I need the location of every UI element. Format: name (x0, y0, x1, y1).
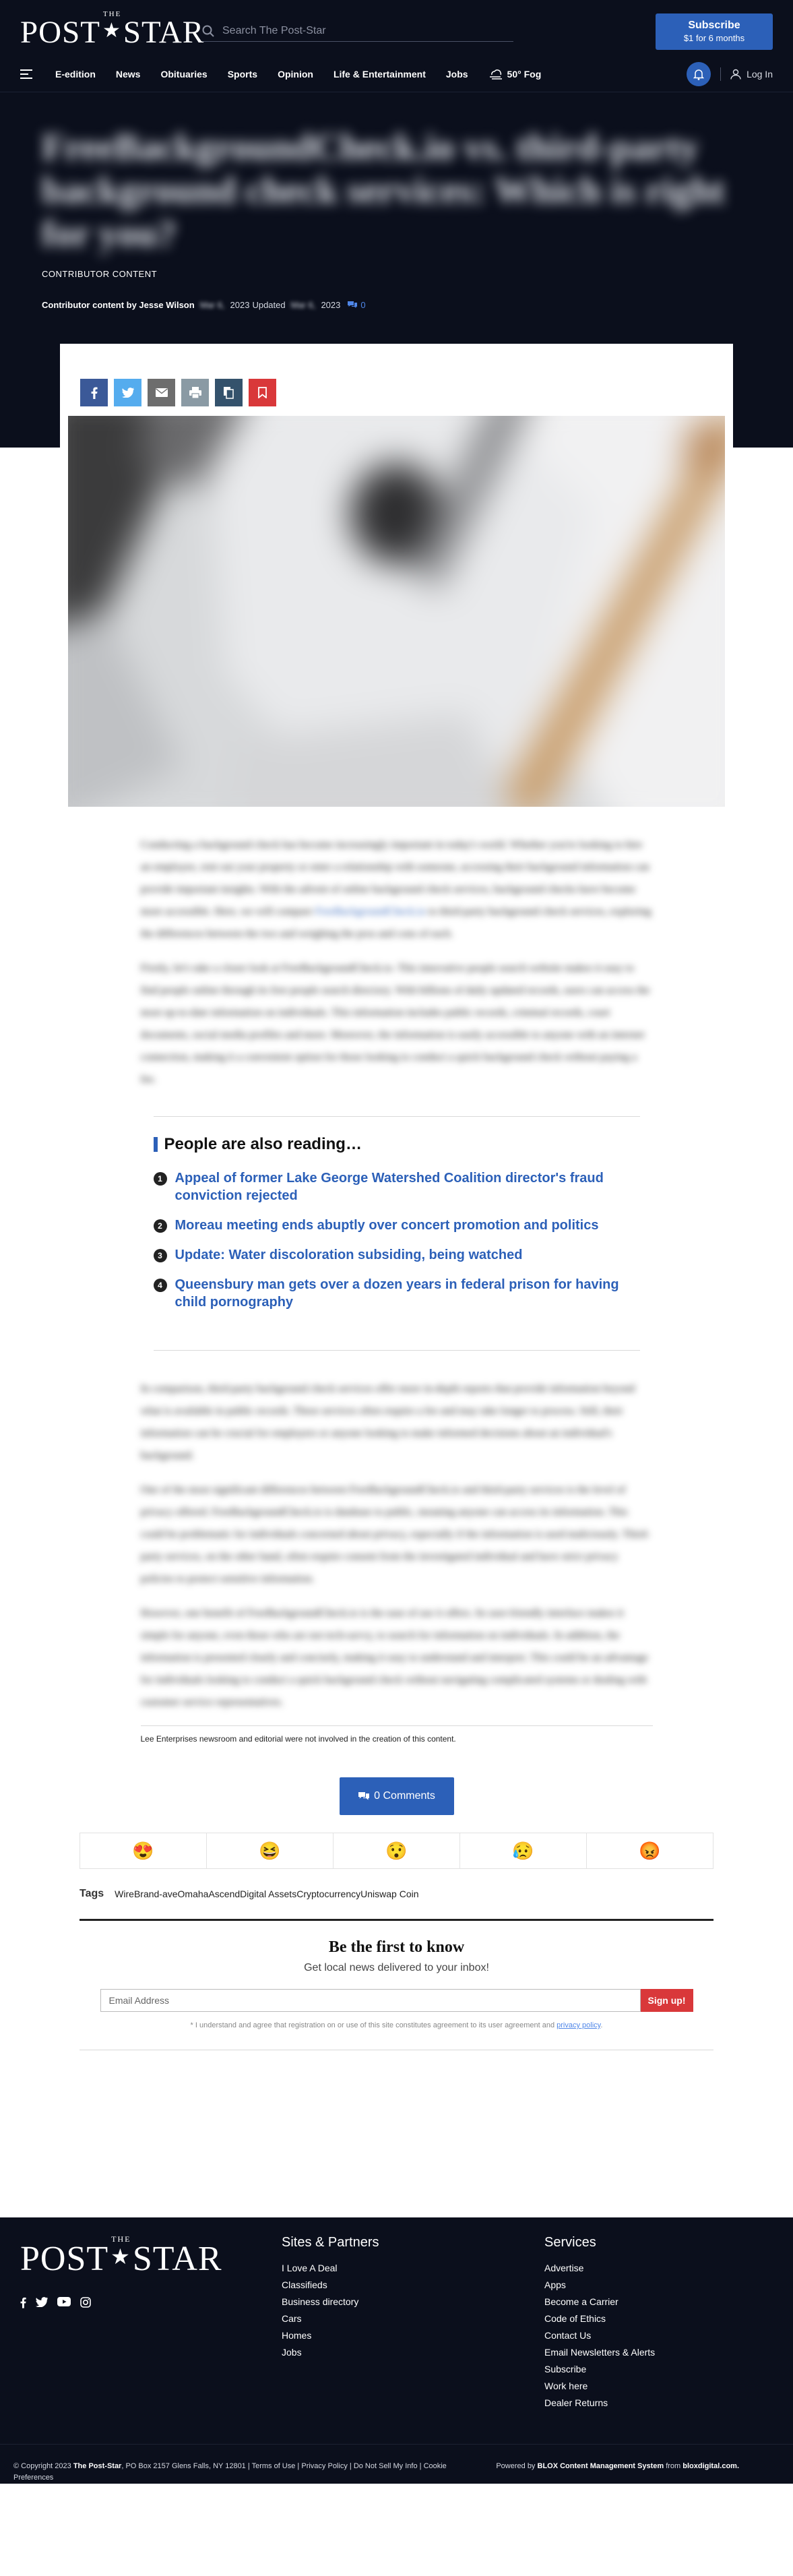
article-paragraph: One of the most significant differences between FreeBackgroundCheck.io and third-party services is the level of privacy offered. FreeBackgroundCheck.io is database to public, meaning anyone can access its information. This could be problematic for individuals concerned about privacy, especially if the information is used maliciously. Third-party services, on the other hand, often require consent from the investigated individual and have strict privacy policies to protect sensitive information. (140, 1484, 650, 1585)
signup-button[interactable]: Sign up! (641, 1989, 693, 2012)
byline-updated-blurred: Mar 6, (290, 300, 316, 310)
share-copy-button[interactable] (215, 379, 243, 406)
weather-widget[interactable] (488, 69, 542, 80)
notifications-button[interactable] (687, 62, 711, 86)
footer-link[interactable]: Homes (282, 2330, 312, 2341)
byline-year: 2023 (230, 300, 250, 310)
footer-sites-title: Sites & Partners (282, 2235, 379, 2250)
terms-link[interactable]: Terms of Use (251, 2462, 296, 2470)
logo-name-right: STAR (123, 15, 205, 50)
byline-author: Contributor content by Jesse Wilson (42, 300, 195, 310)
privacy-link[interactable]: Privacy Policy (301, 2462, 348, 2470)
privacy-policy-link[interactable]: privacy policy (557, 2021, 601, 2029)
footer-link[interactable]: Code of Ethics (544, 2313, 606, 2324)
site-logo[interactable] (20, 11, 204, 49)
subscribe-label: Subscribe (688, 20, 740, 31)
article-byline (42, 300, 366, 310)
footer-legal (0, 2444, 793, 2484)
footer-link[interactable]: Jobs (282, 2347, 302, 2358)
blox-link[interactable]: BLOX Content Management System (537, 2462, 664, 2470)
footer-link[interactable]: Cars (282, 2313, 302, 2324)
reaction-sad-button[interactable]: 😥 (460, 1833, 587, 1868)
reaction-love-button[interactable]: 😍 (80, 1833, 207, 1868)
envelope-icon (156, 388, 168, 397)
tags-label: Tags (80, 1888, 104, 1899)
nav-item-life-entertainment[interactable]: Life & Entertainment (333, 69, 426, 80)
newsletter-signup (80, 1919, 713, 2050)
comments-icon (347, 301, 358, 309)
share-email-button[interactable] (148, 379, 175, 406)
tag-link[interactable]: Wire (115, 1889, 134, 1899)
footer-sites-column (282, 2235, 379, 2364)
byline-updated-year: 2023 (321, 300, 341, 310)
search-bar (202, 20, 513, 42)
footer-link[interactable]: Become a Carrier (544, 2296, 618, 2307)
comments-button[interactable] (340, 1777, 454, 1815)
nav-item-e-edition[interactable]: E-edition (55, 69, 96, 80)
cookie-preferences-link[interactable]: Cookie Preferences (13, 2462, 447, 2482)
article-photo (68, 416, 725, 807)
article-headline: FreeBackgroundCheck.io vs. third-party background check services: Which is right for you? (42, 127, 725, 255)
footer-link[interactable]: Dealer Returns (544, 2397, 608, 2408)
save-bookmark-button[interactable] (249, 379, 276, 406)
also-reading-item[interactable] (154, 1246, 640, 1264)
nav-item-obituaries[interactable]: Obituaries (160, 69, 208, 80)
also-reading-title: People are also reading… (154, 1137, 640, 1152)
youtube-link[interactable] (57, 2297, 71, 2312)
also-reading-item[interactable] (154, 1169, 640, 1204)
main-nav (20, 66, 773, 82)
weather-text: 50° Fog (507, 69, 542, 80)
nav-item-news[interactable]: News (115, 69, 141, 80)
byline-date-blurred: Mar 6, (199, 300, 225, 310)
reaction-wow-button[interactable]: 😯 (334, 1833, 460, 1868)
consent-body: * I understand and agree that registration on or use of this site constitutes agreement to its user agreement and (190, 2021, 555, 2029)
youtube-icon (57, 2297, 71, 2306)
also-reading-link[interactable]: Moreau meeting ends abuptly over concert promotion and politics (175, 1218, 599, 1233)
item-number: 3 (154, 1249, 167, 1262)
comments-button-label: 0 Comments (374, 1790, 435, 1802)
powered-prefix: Powered by (496, 2462, 536, 2470)
instagram-icon (80, 2297, 91, 2308)
byline-comments-link[interactable] (347, 300, 365, 310)
tag-link[interactable]: Omaha (177, 1889, 209, 1899)
search-input[interactable] (222, 25, 505, 37)
footer-link[interactable]: Classifieds (282, 2279, 327, 2290)
subscribe-button[interactable] (656, 13, 773, 50)
copyright-name: The Post-Star (73, 2462, 122, 2470)
also-reading-link[interactable]: Update: Water discoloration subsiding, being watched (175, 1248, 523, 1262)
article-paragraph: In comparison, third-party background check services offer more in-depth reports that provide information beyond what is available in public records. These services often require a fee and may take longer to process. Still, their information can be crucial for employers or anyone looking to make informed decisions about an individual's background. (140, 1383, 635, 1461)
footer-services-column (544, 2235, 655, 2414)
logo-name (20, 2240, 222, 2278)
email-field[interactable] (100, 1989, 641, 2012)
bookmark-icon (258, 387, 267, 398)
logo-name-right: STAR (132, 2240, 222, 2278)
nav-item-jobs[interactable]: Jobs (445, 69, 468, 80)
byline-comment-count: 0 (360, 300, 366, 310)
printer-icon (189, 387, 201, 398)
people-also-reading (154, 1116, 640, 1351)
user-icon (730, 69, 741, 80)
copy-icon (224, 387, 234, 399)
article-card (60, 344, 733, 2050)
logo-name-left: POST (20, 15, 100, 50)
reaction-angry-button[interactable]: 😡 (639, 1840, 661, 1861)
also-reading-item[interactable] (154, 1217, 640, 1234)
footer-link[interactable]: I Love A Deal (282, 2263, 338, 2273)
article-paragraph (141, 834, 653, 945)
site-header (0, 0, 793, 92)
footer-link[interactable]: Contact Us (544, 2330, 592, 2341)
footer-link[interactable]: Advertise (544, 2263, 584, 2273)
article-body-part-2 (141, 1378, 653, 1713)
tag-link[interactable]: Brand-ave (133, 1889, 178, 1899)
site-footer (0, 2217, 793, 2484)
paragraph-text: Conducting a background check has become increasingly important in today's world. Whether you're looking to hire an employee, rent out your property or enter a relationship with someone, accessing their background information can provide important insights. With the advent of online background check services, background checks have become more accessible. Here, we will compare (140, 839, 649, 917)
logo-star: ★ (110, 2244, 131, 2269)
article-kicker: CONTRIBUTOR CONTENT (42, 269, 158, 279)
do-not-sell-link[interactable]: Do Not Sell My Info (353, 2462, 418, 2470)
footer-link[interactable]: Business directory (282, 2296, 359, 2307)
copyright-line: © Copyright 2023 The Post-Star, PO Box 2157 Glens Falls, NY 12801 | Terms of Use | Privacy Policy | Do Not Sell My Info | Cookie Preferences (13, 2462, 447, 2482)
footer-link[interactable]: Work here (544, 2381, 588, 2391)
also-reading-link[interactable]: Appeal of former Lake George Watershed Coalition director's fraud conviction rejected (175, 1171, 604, 1203)
footer-services-title: Services (544, 2235, 596, 2250)
facebook-icon (20, 2297, 26, 2308)
facebook-link[interactable] (20, 2297, 26, 2312)
footer-logo[interactable] (20, 2235, 222, 2277)
social-links (20, 2297, 100, 2312)
logo-name (20, 15, 204, 50)
user-actions (687, 62, 773, 86)
fog-icon (488, 69, 503, 80)
reaction-bar (80, 1833, 713, 1869)
byline-updated: Updated (252, 300, 286, 310)
tag-link[interactable]: Cryptocurrency (296, 1889, 361, 1899)
also-reading-link[interactable]: Queensbury man gets over a dozen years in federal prison for having child pornography (175, 1277, 619, 1310)
bloxdigital-link[interactable]: bloxdigital.com. (683, 2462, 739, 2470)
footer-link[interactable]: Email Newsletters & Alerts (544, 2347, 656, 2358)
copyright-prefix: © Copyright 2023 (13, 2462, 71, 2470)
powered-by (496, 2461, 739, 2472)
tag-link[interactable]: Uniswap Coin (360, 1889, 419, 1899)
newsletter-form (100, 1989, 693, 2012)
photo-blurred-content (68, 416, 725, 807)
article-body-part-1 (141, 834, 653, 1091)
comments-icon (358, 1791, 370, 1802)
logo-star: ★ (102, 20, 121, 42)
item-number: 2 (154, 1219, 167, 1233)
also-reading-item[interactable] (154, 1276, 640, 1311)
newsletter-title: Be the first to know (328, 1938, 465, 1956)
login-label: Log In (747, 69, 773, 80)
tag-link[interactable]: Digital Assets (240, 1889, 297, 1899)
article-paragraph: However, one benefit of FreeBackgroundCheck.io is the ease of use it offers. Its user-friendly interface makes it simple for anyone, even those who are not tech-savvy, to search for information on individuals. In addition, the information is presented clearly and concisely, making it easy to understand and interpret. This could be an advantage for individuals looking to conduct a quick background check without navigating complicated systems or dealing with customer service representatives. (140, 1607, 649, 1708)
subscribe-offer: $1 for 6 months (683, 33, 745, 43)
nav-item-opinion[interactable]: Opinion (278, 69, 313, 80)
paragraph-text: to third-party background check services, exploring the differences between the two and weighing the pros and cons of each. (140, 906, 652, 940)
share-toolbar (80, 379, 733, 406)
nav-item-sports[interactable]: Sports (227, 69, 258, 80)
consent-text: * I understand and agree that registration on or use of this site constitutes agreement to its user agreement and privacy policy. (190, 2021, 603, 2029)
freebackgroundcheck-link[interactable]: FreeBackgroundCheck.io (315, 906, 426, 917)
footer-link[interactable]: Subscribe (544, 2364, 587, 2374)
footer-link[interactable]: Apps (544, 2279, 566, 2290)
twitter-icon (36, 2297, 48, 2307)
share-twitter-button[interactable] (114, 379, 141, 406)
divider (720, 67, 721, 81)
content-disclaimer: Lee Enterprises newsroom and editorial were not involved in the creation of this content. (141, 1725, 653, 1744)
twitter-link[interactable] (36, 2297, 48, 2312)
bell-icon (693, 68, 704, 80)
search-icon[interactable] (202, 25, 214, 37)
share-facebook-button[interactable] (80, 379, 108, 406)
twitter-icon (122, 388, 134, 398)
newsletter-subtitle: Get local news delivered to your inbox! (304, 1962, 489, 1973)
article-tags (80, 1888, 713, 1900)
logo-name-left: POST (20, 2240, 109, 2278)
instagram-link[interactable] (80, 2297, 91, 2312)
item-number: 1 (154, 1172, 167, 1186)
tag-link[interactable]: Ascend (208, 1889, 241, 1899)
menu-icon[interactable] (20, 69, 32, 79)
share-print-button[interactable] (181, 379, 209, 406)
facebook-icon (91, 387, 98, 399)
logo-the: THE (111, 2234, 131, 2244)
item-number: 4 (154, 1279, 167, 1292)
login-link[interactable] (730, 69, 773, 80)
logo-the: THE (102, 10, 122, 18)
powered-mid: from (666, 2462, 681, 2470)
article-paragraph: Firstly, let's take a closer look at FreeBackgroundCheck.io. This innovative people search website makes it easy to find people online through its free people search directory. With billions of daily updated records, users can access the most up-to-date information on individuals. This information includes public records, criminal records, court documents, social media profiles and more. Moreover, the information is easily accessible to anyone with an internet connection, making it a convenient option for those looking to conduct a quick background check without paying a fee. (140, 962, 650, 1085)
reaction-funny-button[interactable]: 😆 (207, 1833, 334, 1868)
copyright-address: , PO Box 2157 Glens Falls, NY 12801 | (121, 2462, 250, 2470)
